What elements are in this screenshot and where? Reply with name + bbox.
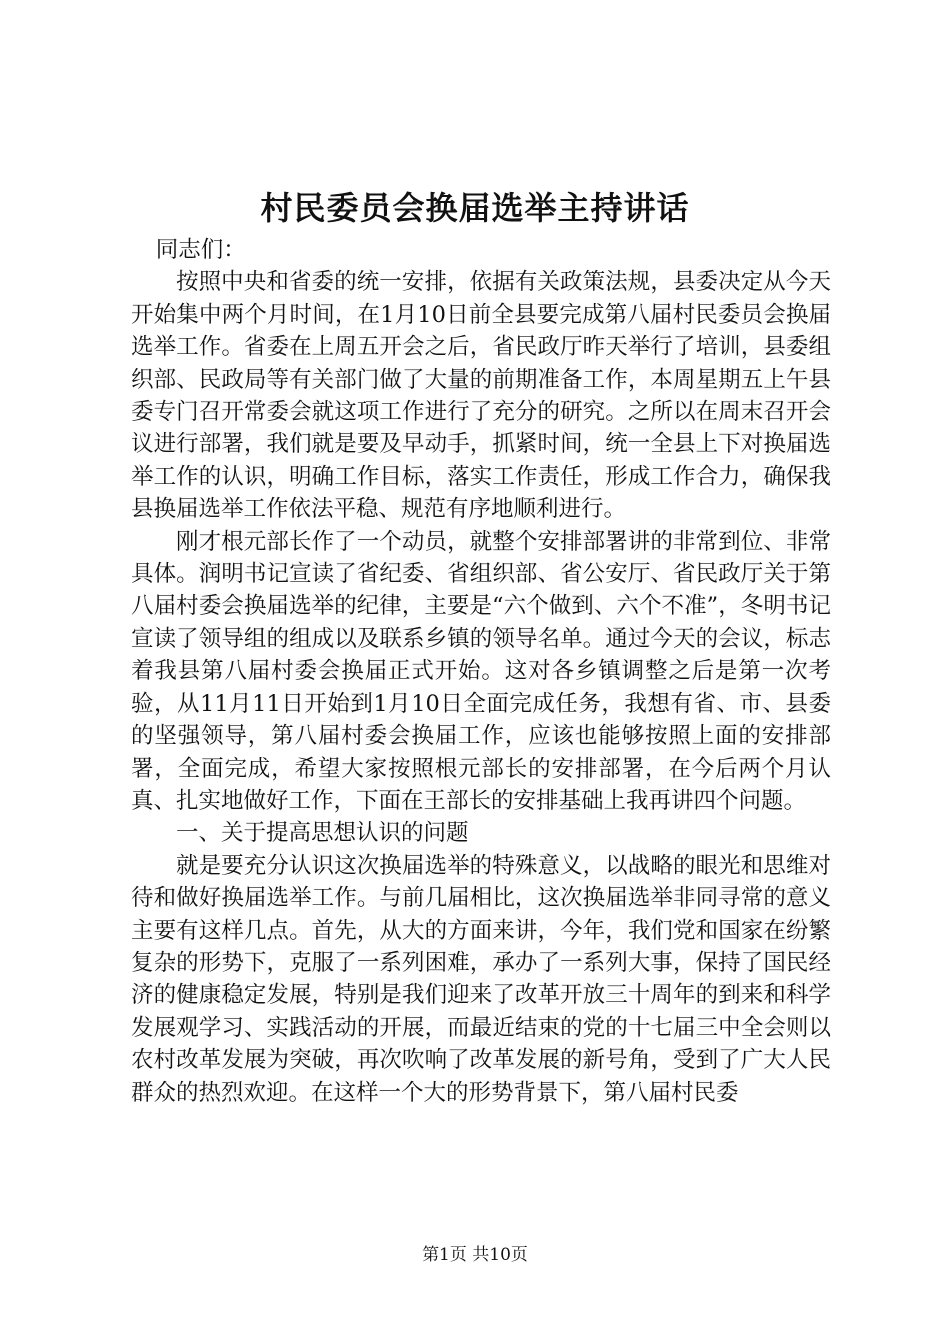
paragraph: 刚才根元部长作了一个动员，就整个安排部署讲的非常到位、非常具体。润明书记宣读了省纪委、省组织部、省公安厅、省民政厅关于第八届村委会换届选举的纪律，主要是“六个做到、六个不准”，冬明书记宣读了领导组的组成以及联系乡镇的领导名单。通过今天的会议，标志着我县第八届村委会换届正式开始。这对各乡镇调整之后是第一次考验，从11月11日开始到1月10日全面完成任务，我想有省、市、县委的坚强领导，第八届村委会换届工作，应该也能够按照上面的安排部署，全面完成，希望大家按照根元部长的安排部署，在今后两个月认真、扎实地做好工作，下面在王部长的安排基础上我再讲四个问题。 [131, 528, 831, 814]
paragraph: 按照中央和省委的统一安排，依据有关政策法规，县委决定从今天开始集中两个月时间，在1月10日前全县要完成第八届村民委员会换届选举工作。省委在上周五开会之后，省民政厅昨天举行了培训，县委组织部、民政局等有关部门做了大量的前期准备工作，本周星期五上午县委专门召开常委会就这项工作进行了充分的研究。之所以在周末召开会议进行部署，我们就是要及早动手，抓紧时间，统一全县上下对换届选举工作的认识，明确工作目标，落实工作责任，形成工作合力，确保我县换届选举工作依法平稳、规范有序地顺利进行。 [131, 269, 831, 523]
paragraph: 就是要充分认识这次换届选举的特殊意义，以战略的眼光和思维对待和做好换届选举工作。与前几届相比，这次换届选举非同寻常的意义主要有这样几点。首先，从大的方面来讲，今年，我们党和国家在纷繁复杂的形势下，克服了一系列困难，承办了一系列大事，保持了国民经济的健康稳定发展，特别是我们迎来了改革开放三十周年的到来和科学发展观学习、实践活动的开展，而最近结束的党的十七届三中全会则以农村改革发展为突破，再次吹响了改革发展的新号角，受到了广大人民群众的热烈欢迎。在这样一个大的形势背景下，第八届村民委 [131, 852, 831, 1106]
section-heading: 一、关于提高思想认识的问题 [176, 820, 469, 847]
document-body [131, 234, 831, 1109]
greeting-line: 同志们： [155, 237, 246, 263]
document-title: 村民委员会换届选举主持讲话 [260, 189, 690, 227]
page-footer: 第1页 共10页 [422, 1245, 528, 1265]
